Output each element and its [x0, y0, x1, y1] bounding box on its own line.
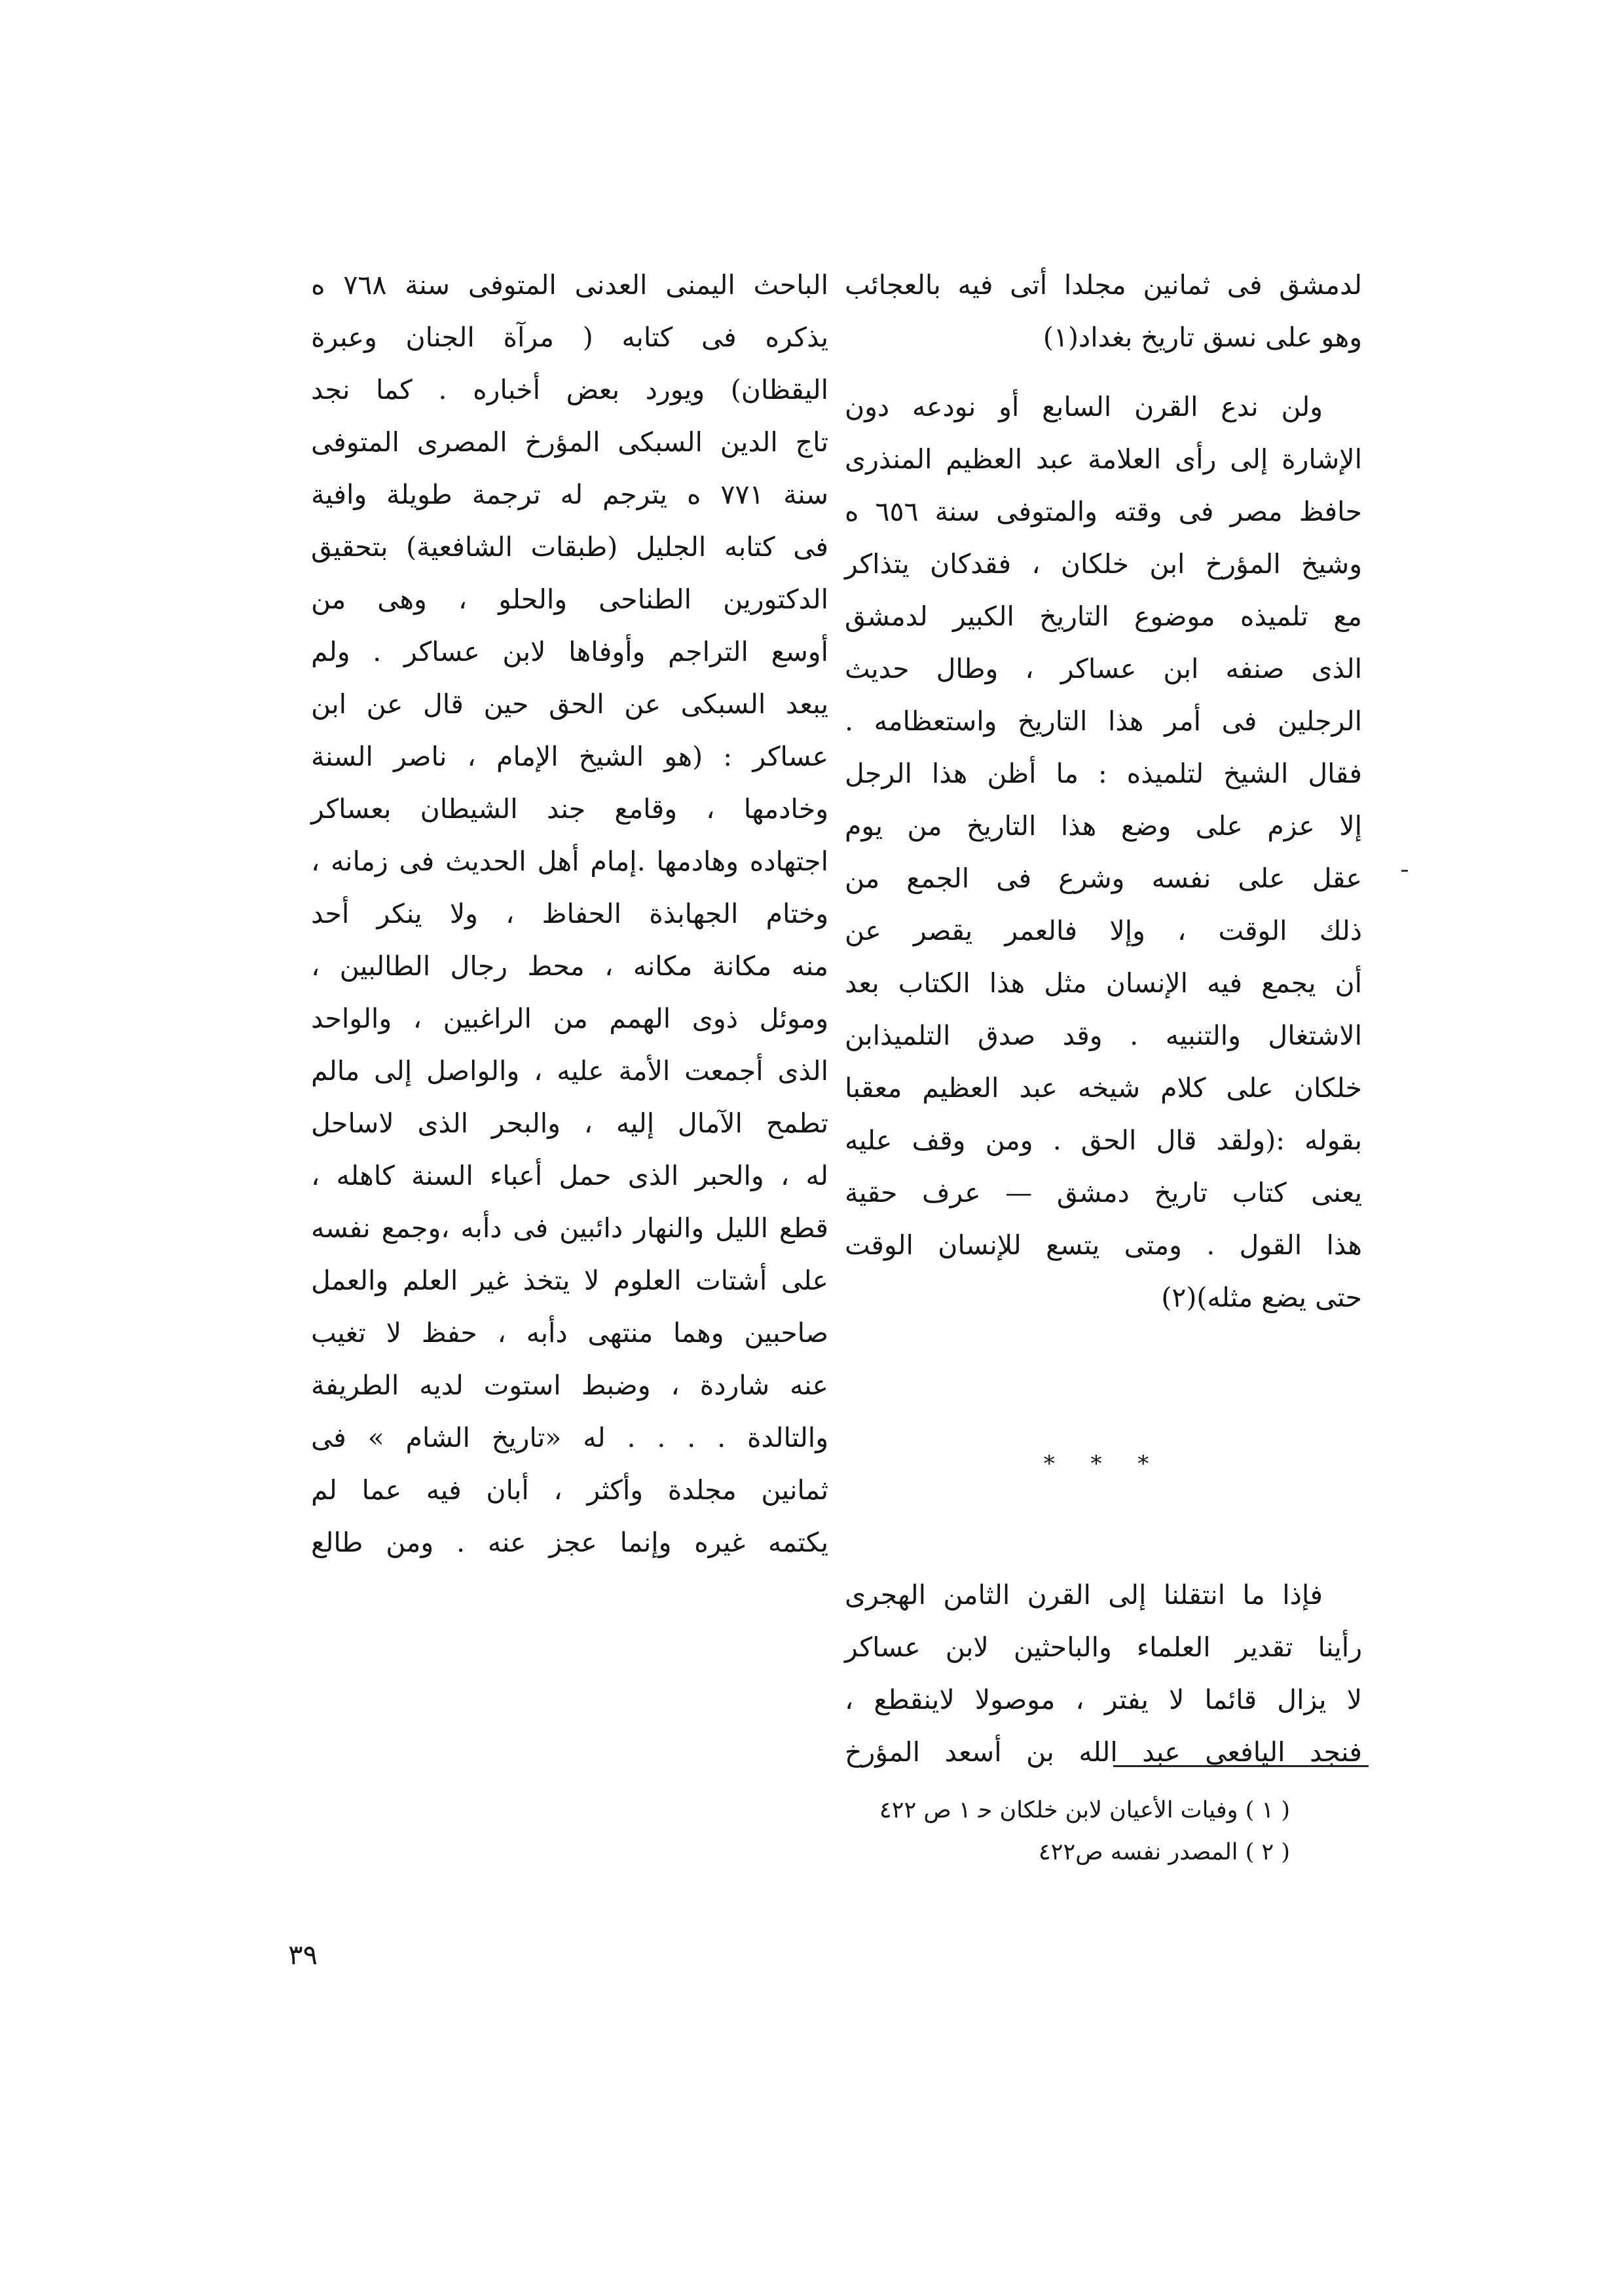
section-separator: * * * — [1043, 1451, 1164, 1477]
left-column — [311, 259, 828, 1569]
text-line: فإذا ما انتقلنا إلى القرن الثامن الهجرى — [845, 1579, 1323, 1611]
text-line: خلكان على كلام شيخه عبد العظيم معقبا — [845, 1072, 1362, 1104]
text-line: الذى أجمعت الأمة عليه ، والواصل إلى مالم — [311, 1055, 828, 1087]
text-line: حافظ مصر فى وقته والمتوفى سنة ٦٥٦ ه — [845, 496, 1362, 527]
text-line: عنه شاردة ، وضبط استوت لديه الطريفة — [311, 1370, 828, 1401]
text-line: إلا عزم على وضع هذا التاريخ من يوم — [845, 810, 1362, 842]
text-line: سنة ٧٧١ ه يترجم له ترجمة طويلة وافية — [311, 479, 829, 510]
text-line: عقل على نفسه وشرع فى الجمع من — [845, 863, 1362, 894]
footnotes — [720, 1789, 1290, 1873]
text-line: يبعد السبكى عن الحق حين قال عن ابن — [311, 688, 828, 720]
text-line: أوسع التراجم وأوفاها لابن عساكر . ولم — [311, 636, 828, 667]
text-line: وموئل ذوى الهمم من الراغبين ، والواحد — [311, 1003, 828, 1034]
text-line: ثمانين مجلدة وأكثر ، أبان فيه عما لم — [311, 1474, 828, 1506]
text-line: الباحث اليمنى العدنى المتوفى سنة ٧٦٨ ه — [311, 269, 829, 301]
text-line: لا يزال قائما لا يفتر ، موصولا لاينقطع ، — [845, 1684, 1362, 1715]
text-line: يعنى كتاب تاريخ دمشق — عرف حقية — [845, 1177, 1362, 1208]
text-line: لدمشق فى ثمانين مجلدا أتى فيه بالعجائب — [845, 269, 1362, 301]
text-line: الاشتغال والتنبيه . وقد صدق التلميذابن — [845, 1020, 1362, 1051]
text-line: على أشتات العلوم لا يتخذ غير العلم والعمل — [311, 1265, 828, 1296]
text-line: يذكره فى كتابه ( مرآة الجنان وعبرة — [311, 322, 828, 353]
scan-mark — [1401, 870, 1408, 872]
text-line: بقوله :(ولقد قال الحق . ومن وقف عليه — [845, 1125, 1362, 1156]
text-line: أن يجمع فيه الإنسان مثل هذا الكتاب بعد — [845, 967, 1362, 999]
text-line: هذا القول . ومتى يتسع للإنسان الوقت — [845, 1229, 1362, 1261]
text-line: فنجد اليافعى عبد الله بن أسعد المؤرخ — [845, 1736, 1362, 1768]
text-line: اجتهاده وهادمها .إمام أهل الحديث فى زمانه ، — [311, 846, 828, 877]
text-line: وهو على نسق تاريخ بغداد(١) — [1043, 322, 1362, 353]
text-line: وشيخ المؤرخ ابن خلكان ، فقدكان يتذاكر — [845, 548, 1362, 580]
text-line: والتالدة . . . . له «تاريخ الشام » فى — [311, 1422, 828, 1453]
text-line: رأينا تقدير العلماء والباحثين لابن عساكر — [845, 1632, 1362, 1663]
text-line: وختام الجهابذة الحفاظ ، ولا ينكر أحد — [311, 898, 828, 929]
text-line: الإشارة إلى رأى العلامة عبد العظيم المنذرى — [845, 443, 1362, 475]
footnote-rule — [1113, 1765, 1369, 1767]
text-line: مع تلميذه موضوع التاريخ الكبير لدمشق — [845, 601, 1362, 632]
text-line: اليقظان) ويورد بعض أخباره . كما نجد — [311, 374, 828, 405]
right-column — [845, 259, 1362, 1324]
text-line: الدكتورين الطناحى والحلو ، وهى من — [311, 584, 828, 615]
text-line: فقال الشيخ لتلميذه : ما أظن هذا الرجل — [845, 758, 1362, 789]
footnote: ( ١ ) وفيات الأعيان لابن خلكان ﺣ ١ ص ٤٢٢ — [879, 1797, 1290, 1823]
text-line: حتى يضع مثله)(٢) — [1161, 1282, 1362, 1313]
footnote: ( ٢ ) المصدر نفسه ص٤٢٢ — [1038, 1839, 1290, 1865]
text-line: منه مكانة مكانه ، محط رجال الطالبين ، — [311, 950, 828, 982]
page-number: ٣٩ — [288, 1939, 318, 1971]
text-line: فى كتابه الجليل (طبقات الشافعية) بتحقيق — [311, 531, 828, 563]
text-line: الرجلين فى أمر هذا التاريخ واستعظامه . — [845, 705, 1362, 737]
text-line: يكتمه غيره وإنما عجز عنه . ومن طالع — [311, 1527, 828, 1558]
text-line: صاحبين وهما منتهى دأبه ، حفظ لا تغيب — [311, 1317, 828, 1349]
text-line: قطع الليل والنهار دائبين فى دأبه ،وجمع نفسه — [311, 1212, 828, 1244]
text-line: تاج الدين السبكى المؤرخ المصرى المتوفى — [311, 426, 828, 458]
right-column-continued — [845, 1569, 1362, 1778]
text-line: تطمح الآمال إليه ، والبحر الذى لاساحل — [311, 1108, 828, 1139]
text-line: ذلك الوقت ، وإلا فالعمر يقصر عن — [845, 915, 1362, 946]
text-line: ولن ندع القرن السابع أو نودعه دون — [845, 391, 1323, 422]
text-line: عساكر : (هو الشيخ الإمام ، ناصر السنة — [311, 741, 828, 772]
text-line: الذى صنفه ابن عساكر ، وطال حديث — [845, 653, 1362, 684]
text-line: له ، والحبر الذى حمل أعباء السنة كاهله ، — [311, 1160, 828, 1191]
text-line: وخادمها ، وقامع جند الشيطان بعساكر — [311, 793, 828, 825]
